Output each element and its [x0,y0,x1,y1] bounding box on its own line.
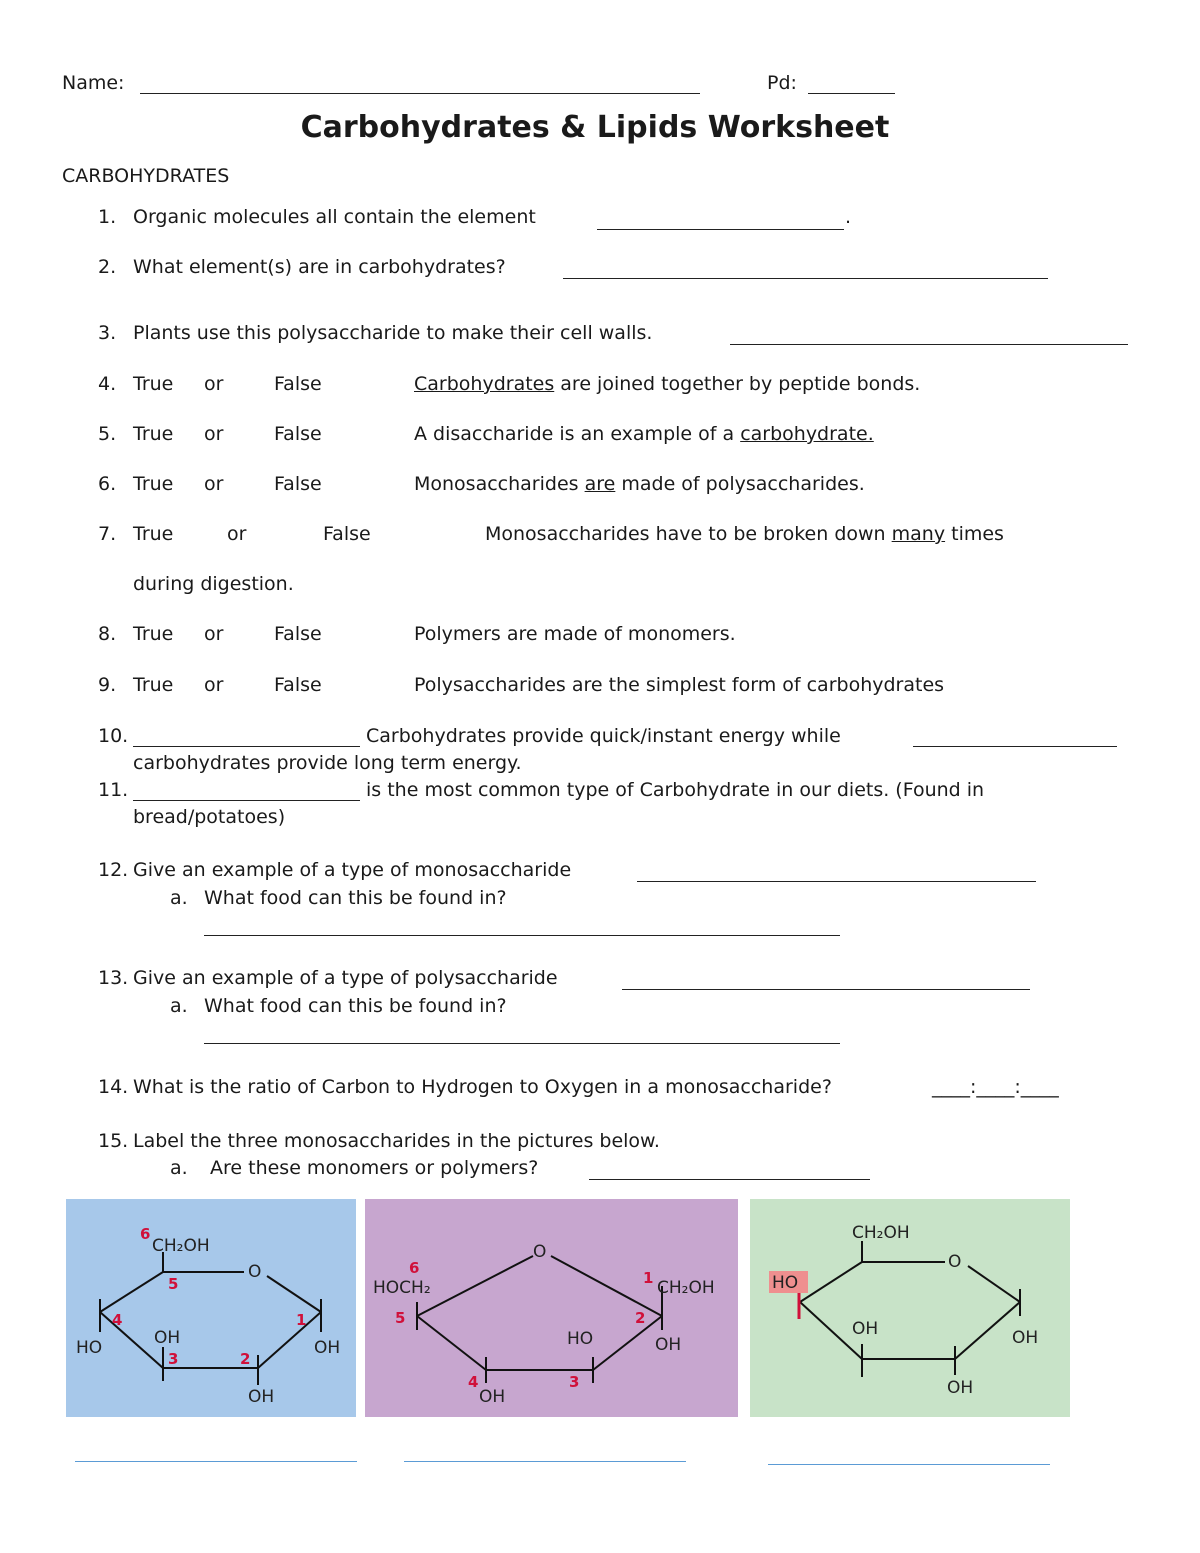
q6-underlined: are [584,473,616,495]
oh-c1-label: OH [1012,1328,1039,1348]
q7-underlined: many [891,523,946,545]
panel-background [66,1199,356,1417]
carbon-2-number: 2 [635,1309,646,1327]
q4-false[interactable]: False [274,373,322,395]
q1-period: . [845,206,852,228]
q13a-text: What food can this be found in? [204,995,507,1017]
q9-or: or [204,674,224,696]
oh-c2-label: OH [248,1387,275,1407]
carbon-2-number: 2 [240,1350,251,1368]
q4-or: or [204,373,224,395]
q2-number: 2. [98,256,117,278]
highlighted-ho-label: HO [772,1273,799,1293]
carbon-5-number: 5 [395,1309,406,1327]
carbon-6-number: 6 [140,1225,151,1243]
carbon-4-number: 4 [468,1373,479,1391]
q13-number: 13. [98,967,129,989]
q12a-answer-blank[interactable] [204,935,840,936]
carbon-5-number: 5 [168,1275,179,1293]
q6-statement [414,473,865,495]
q10-continuation: carbohydrates provide long term energy. [133,752,522,774]
ring-oxygen-label: O [533,1242,547,1262]
q14-text: What is the ratio of Carbon to Hydrogen to Oxygen in a monosaccharide? [133,1076,832,1098]
diagram2-answer-line[interactable] [404,1461,686,1462]
q5-false[interactable]: False [274,423,322,445]
q4-underlined: Carbohydrates [414,373,555,395]
diagram1-answer-line[interactable] [75,1461,357,1462]
section-heading: CARBOHYDRATES [62,165,230,187]
q5-true[interactable]: True [133,423,174,445]
q1-answer-blank[interactable] [597,229,844,230]
ch2oh-label: CH₂OH [657,1278,715,1298]
q14-number: 14. [98,1076,129,1098]
oh-c3-label: OH [154,1328,181,1348]
q8-or: or [204,623,224,645]
q5-underlined: carbohydrate. [740,423,874,445]
q6-or: or [204,473,224,495]
q1-text: Organic molecules all contain the element [133,206,536,228]
name-field[interactable] [140,93,700,94]
ho-label: HO [76,1338,103,1358]
q7-pre: Monosaccharides have to be broken down [485,523,892,545]
hoch2-label: HOCH₂ [373,1278,431,1298]
oh-c1-label: OH [314,1338,341,1358]
q11-continuation: bread/potatoes) [133,806,286,828]
q6-false[interactable]: False [274,473,322,495]
q8-number: 8. [98,623,117,645]
panel-background [365,1199,738,1417]
fructose-diagram-panel [365,1199,738,1417]
q4-rest: are joined together by peptide bonds. [554,373,921,395]
glucose-diagram-panel [66,1199,356,1417]
q11-number: 11. [98,779,129,801]
oh-c3-label: OH [852,1319,879,1339]
q7-or: or [227,523,247,545]
q6-pre: Monosaccharides [414,473,585,495]
carbon-1-number: 1 [643,1269,654,1287]
q13a-label: a. [170,995,188,1017]
galactose-diagram-panel [750,1199,1070,1417]
q9-statement: Polysaccharides are the simplest form of carbohydrates [414,674,945,696]
q13-answer-blank[interactable] [622,989,1030,990]
ring-oxygen-label: O [248,1262,262,1282]
q1-number: 1. [98,206,117,228]
q8-false[interactable]: False [274,623,322,645]
q10-blank-2[interactable] [913,746,1117,747]
q7-post: times [945,523,1004,545]
q12a-text: What food can this be found in? [204,887,507,909]
q15-number: 15. [98,1130,129,1152]
q4-number: 4. [98,373,117,395]
glucose-diagram [66,1199,356,1417]
ch2oh-label: CH₂OH [152,1236,210,1256]
q4-true[interactable]: True [133,373,174,395]
q9-false[interactable]: False [274,674,322,696]
carbon-3-number: 3 [569,1373,580,1391]
carbon-4-number: 4 [112,1311,123,1329]
q7-true[interactable]: True [133,523,174,545]
q2-answer-blank[interactable] [563,278,1048,279]
q7-statement [485,523,1004,545]
q5-or: or [204,423,224,445]
q13a-answer-blank[interactable] [204,1043,840,1044]
q5-statement [414,423,874,445]
period-field[interactable] [808,93,895,94]
carbon-6-number: 6 [409,1259,420,1277]
q10-blank-1[interactable] [133,746,360,747]
galactose-diagram [750,1199,1070,1417]
name-label: Name: [62,72,125,94]
oh-c2-label: OH [947,1378,974,1398]
diagram3-answer-line[interactable] [768,1464,1050,1465]
q13-text: Give an example of a type of polysaccharide [133,967,558,989]
q3-answer-blank[interactable] [730,344,1128,345]
q11-blank[interactable] [133,800,360,801]
q9-true[interactable]: True [133,674,174,696]
q5-number: 5. [98,423,117,445]
q6-true[interactable]: True [133,473,174,495]
q2-text: What element(s) are in carbohydrates? [133,256,506,278]
period-label: Pd: [767,72,797,94]
ring-oxygen-label: O [948,1252,962,1272]
q7-false[interactable]: False [323,523,371,545]
q7-number: 7. [98,523,117,545]
q12a-label: a. [170,887,188,909]
carbon-3-number: 3 [168,1350,179,1368]
q14-ratio-blank[interactable]: ____:____:____ [932,1076,1059,1098]
q10-number: 10. [98,725,129,747]
oh-c4-label: OH [479,1387,506,1407]
q10-text: Carbohydrates provide quick/instant energy while [366,725,841,747]
q6-number: 6. [98,473,117,495]
q5-pre: A disaccharide is an example of a [414,423,741,445]
q15-text: Label the three monosaccharides in the pictures below. [133,1130,660,1152]
q15a-label: a. [170,1157,188,1179]
q4-statement [414,373,920,395]
q15a-text: Are these monomers or polymers? [210,1157,539,1179]
q7-continuation: during digestion. [133,573,294,595]
q6-post: made of polysaccharides. [615,473,865,495]
q9-number: 9. [98,674,117,696]
oh-c2-label: OH [655,1335,682,1355]
carbon-1-number: 1 [296,1311,307,1329]
q8-statement: Polymers are made of monomers. [414,623,736,645]
q3-number: 3. [98,322,117,344]
q11-text: is the most common type of Carbohydrate in our diets. (Found in [366,779,985,801]
q15a-answer-blank[interactable] [589,1179,870,1180]
page-title: Carbohydrates & Lipids Worksheet [300,110,890,145]
fructose-diagram [365,1199,738,1417]
q12-text: Give an example of a type of monosaccharide [133,859,572,881]
q3-text: Plants use this polysaccharide to make their cell walls. [133,322,653,344]
q12-answer-blank[interactable] [637,881,1036,882]
q8-true[interactable]: True [133,623,174,645]
ch2oh-label: CH₂OH [852,1223,910,1243]
q12-number: 12. [98,859,129,881]
ho-label: HO [567,1329,594,1349]
